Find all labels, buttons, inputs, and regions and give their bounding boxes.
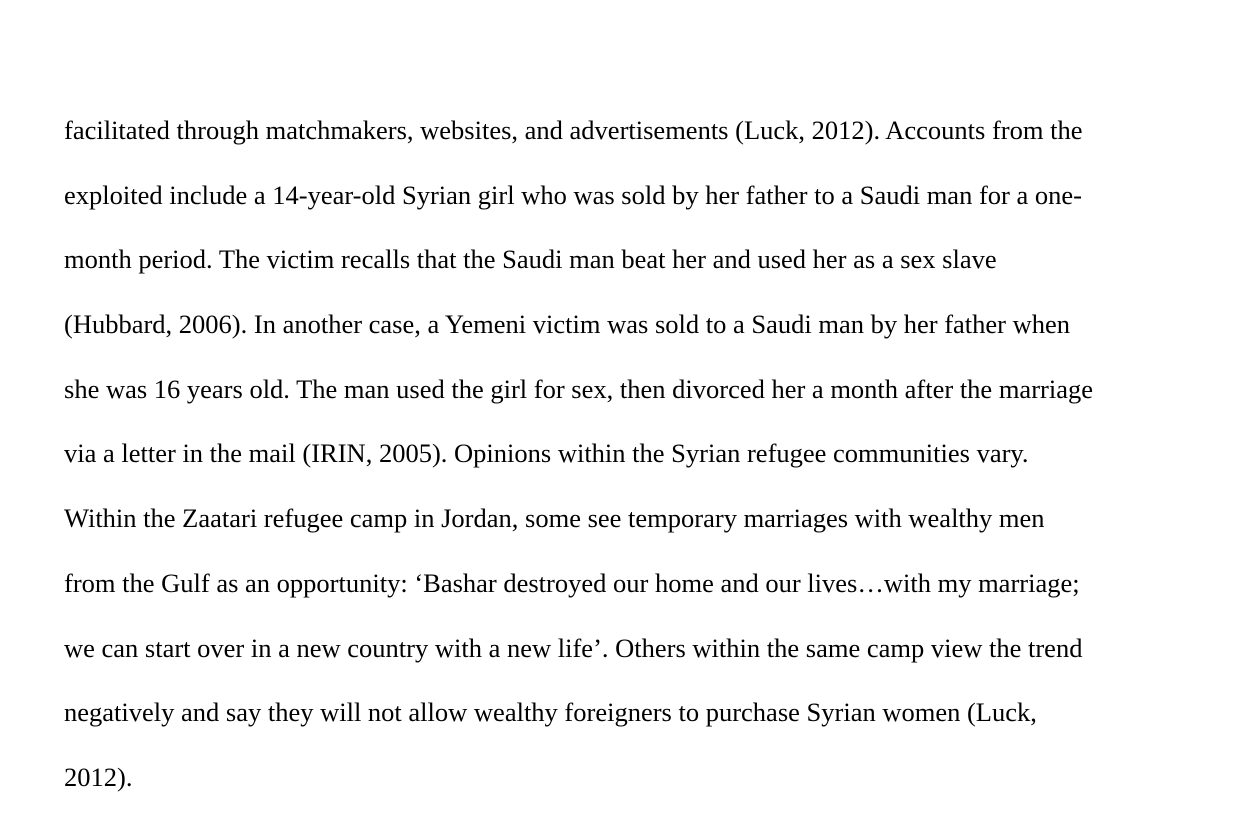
text-line-4: (Hubbard, 2006). In another case, a Yemeni victim was sold to a Saudi man by her father when — [64, 309, 1071, 340]
text-line-7: Within the Zaatari refugee camp in Jordan, some see temporary marriages with wealthy men — [64, 503, 1045, 534]
text-line-5: she was 16 years old. The man used the girl for sex, then divorced her a month after the marriage — [64, 373, 1093, 404]
text-line-8: from the Gulf as an opportunity: ‘Bashar destroyed our home and our lives…with my marriage; — [64, 567, 1080, 598]
text-line-2: exploited include a 14-year-old Syrian girl who was sold by her father to a Saudi man for a one- — [64, 179, 1082, 210]
text-line-1: facilitated through matchmakers, websites, and advertisements (Luck, 2012). Accounts from the — [64, 115, 1083, 145]
text-line-9: we can start over in a new country with a new life’. Others within the same camp view the trend — [64, 632, 1083, 663]
text-line-3: month period. The victim recalls that the Saudi man beat her and used her as a sex slave — [64, 244, 997, 275]
text-line-10: negatively and say they will not allow wealthy foreigners to purchase Syrian women (Luck, — [64, 697, 1037, 728]
body-paragraph — [64, 108, 1184, 820]
text-line-11: 2012). — [64, 761, 133, 792]
text-line-6: via a letter in the mail (IRIN, 2005). Opinions within the Syrian refugee communities vary. — [64, 438, 1029, 469]
